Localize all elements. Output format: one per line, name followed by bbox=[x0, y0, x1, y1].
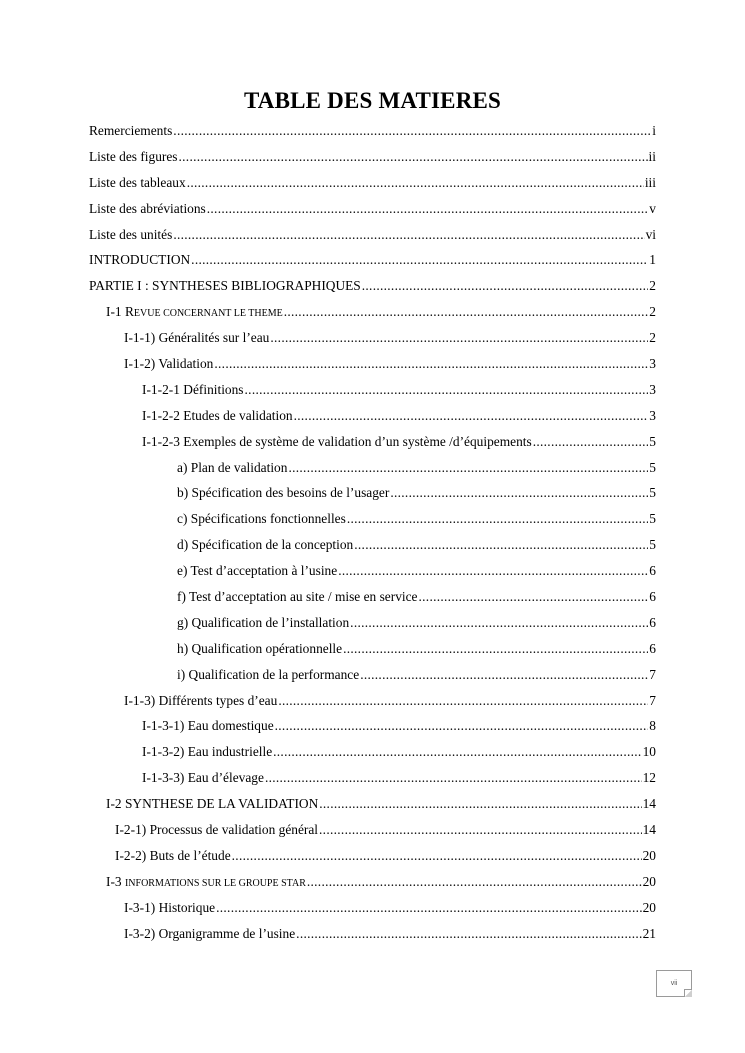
toc-entry-page: 2 bbox=[649, 278, 656, 294]
toc-entry-label-rest: EVUE CONCERNANT LE THEME bbox=[133, 308, 283, 320]
toc-entry-label: Liste des abréviations bbox=[89, 200, 206, 216]
toc-entry-label: I-1-2-2 Etudes de validation bbox=[142, 407, 293, 423]
toc-entry-page: 6 bbox=[649, 563, 656, 579]
toc-entry-label: Liste des tableaux bbox=[89, 174, 186, 190]
toc-entry-page: 14 bbox=[642, 796, 656, 812]
toc-entry-label: f) Test d’acceptation au site / mise en service bbox=[177, 589, 418, 605]
toc-entry-label: I-2-1) Processus de validation général bbox=[115, 822, 319, 838]
toc-leader-dots bbox=[288, 455, 648, 481]
toc-entry[interactable] bbox=[89, 713, 656, 739]
toc-entry-page: 6 bbox=[649, 640, 656, 656]
page-title: TABLE DES MATIERES bbox=[243, 88, 502, 113]
toc-entry-label: I-1-3) Différents types d’eau bbox=[124, 692, 278, 708]
table-of-contents bbox=[89, 118, 656, 947]
toc-entry-label: Liste des figures bbox=[89, 148, 178, 164]
toc-entry[interactable] bbox=[89, 325, 656, 351]
toc-entry-label: i) Qualification de la performance bbox=[177, 666, 360, 682]
toc-entry[interactable] bbox=[89, 429, 656, 455]
toc-entry-label-prefix: I-3 bbox=[106, 873, 125, 889]
toc-entry-page: 7 bbox=[649, 692, 656, 708]
toc-entry[interactable] bbox=[89, 921, 656, 947]
toc-entry-label: I-3-1) Historique bbox=[124, 899, 216, 915]
toc-entry[interactable] bbox=[89, 688, 656, 714]
toc-leader-dots bbox=[338, 558, 648, 584]
toc-entry[interactable] bbox=[89, 247, 656, 273]
toc-entry-label: I-1-2-3 Exemples de système de validation d’un système /d’équipements bbox=[142, 433, 532, 449]
page-number-badge bbox=[656, 970, 692, 997]
toc-leader-dots bbox=[362, 273, 649, 299]
toc-leader-dots bbox=[214, 351, 648, 377]
toc-entry-page: 2 bbox=[649, 304, 656, 320]
toc-entry[interactable] bbox=[89, 299, 656, 325]
toc-entry-page: i bbox=[652, 123, 656, 138]
toc-entry-page: 5 bbox=[649, 485, 656, 501]
toc-entry[interactable] bbox=[89, 351, 656, 377]
toc-entry[interactable] bbox=[89, 817, 656, 843]
toc-leader-dots bbox=[245, 377, 649, 403]
toc-entry[interactable] bbox=[89, 222, 656, 248]
toc-entry-label: I-2-2) Buts de l’étude bbox=[115, 847, 231, 863]
toc-entry-page: 2 bbox=[649, 330, 656, 346]
toc-entry-page: 6 bbox=[649, 614, 656, 630]
toc-entry[interactable] bbox=[89, 869, 656, 895]
toc-entry-page: 14 bbox=[642, 822, 656, 838]
toc-leader-dots bbox=[319, 791, 641, 817]
toc-entry[interactable] bbox=[89, 895, 656, 921]
toc-entry-label: g) Qualification de l’installation bbox=[177, 614, 350, 630]
toc-leader-dots bbox=[173, 222, 644, 248]
toc-entry-page: 7 bbox=[649, 666, 656, 682]
toc-entry[interactable] bbox=[89, 506, 656, 532]
toc-entry-page: vi bbox=[645, 226, 656, 242]
toc-leader-dots bbox=[270, 325, 648, 351]
toc-entry-page: 21 bbox=[642, 925, 656, 941]
toc-entry-label: a) Plan de validation bbox=[177, 459, 288, 475]
toc-entry-page: 20 bbox=[642, 847, 656, 863]
toc-entry-page: 10 bbox=[642, 744, 656, 760]
toc-entry[interactable] bbox=[89, 455, 656, 481]
toc-entry-page: 3 bbox=[649, 381, 656, 397]
toc-entry-label: I-1-3-2) Eau industrielle bbox=[142, 744, 273, 760]
toc-entry-label: I-1-1) Généralités sur l’eau bbox=[124, 330, 270, 346]
page-number-label: vii bbox=[670, 980, 678, 987]
toc-entry[interactable] bbox=[89, 662, 656, 688]
toc-entry-label: I-1-2) Validation bbox=[124, 356, 214, 372]
toc-entry-page: 8 bbox=[649, 718, 656, 734]
toc-leader-dots bbox=[275, 713, 649, 739]
toc-leader-dots bbox=[307, 869, 642, 895]
toc-entry[interactable] bbox=[89, 273, 656, 299]
toc-entry-page: 3 bbox=[649, 356, 656, 372]
toc-leader-dots bbox=[273, 739, 641, 765]
toc-entry-label: I-3-2) Organigramme de l’usine bbox=[124, 925, 296, 941]
toc-entry-label: e) Test d’acceptation à l’usine bbox=[177, 563, 338, 579]
toc-leader-dots bbox=[354, 532, 648, 558]
toc-leader-dots bbox=[284, 299, 649, 325]
toc-leader-dots bbox=[343, 636, 648, 662]
toc-entry[interactable] bbox=[89, 118, 656, 144]
toc-entry[interactable] bbox=[89, 636, 656, 662]
toc-entry[interactable] bbox=[89, 610, 656, 636]
toc-entry-page: v bbox=[649, 200, 656, 216]
toc-entry-label-prefix: I-1 R bbox=[106, 304, 134, 320]
toc-leader-dots bbox=[265, 765, 642, 791]
toc-entry-label: I-1-3-3) Eau d’élevage bbox=[142, 770, 264, 786]
toc-entry-page: 6 bbox=[649, 589, 656, 605]
toc-entry-label: h) Qualification opérationnelle bbox=[177, 640, 343, 656]
toc-entry[interactable] bbox=[89, 403, 656, 429]
toc-entry[interactable] bbox=[89, 170, 656, 196]
toc-entry-label: c) Spécifications fonctionnelles bbox=[177, 511, 346, 527]
toc-entry[interactable] bbox=[89, 377, 656, 403]
toc-entry[interactable] bbox=[89, 196, 656, 222]
toc-entry-page: 5 bbox=[649, 511, 656, 527]
toc-entry-page: 1 bbox=[649, 252, 656, 268]
toc-entry-label: Liste des unités bbox=[89, 226, 173, 242]
toc-entry-page: 5 bbox=[649, 433, 656, 449]
toc-leader-dots bbox=[173, 118, 651, 144]
toc-entry[interactable] bbox=[89, 480, 656, 506]
toc-entry-label bbox=[106, 299, 283, 327]
toc-leader-dots bbox=[360, 662, 648, 688]
toc-leader-dots bbox=[347, 506, 648, 532]
toc-entry[interactable] bbox=[89, 791, 656, 817]
toc-entry[interactable] bbox=[89, 843, 656, 869]
toc-entry[interactable] bbox=[89, 144, 656, 170]
toc-entry-label-rest: INFORMATIONS SUR LE GROUPE STAR bbox=[124, 877, 306, 889]
toc-entry-page: iii bbox=[644, 174, 656, 190]
toc-leader-dots bbox=[207, 196, 649, 222]
toc-leader-dots bbox=[319, 817, 642, 843]
toc-entry-label: b) Spécification des besoins de l’usager bbox=[177, 485, 390, 501]
toc-leader-dots bbox=[187, 170, 644, 196]
toc-leader-dots bbox=[419, 584, 649, 610]
toc-entry[interactable] bbox=[89, 584, 656, 610]
toc-entry-page: 12 bbox=[642, 770, 656, 786]
toc-leader-dots bbox=[278, 688, 648, 714]
toc-leader-dots bbox=[533, 429, 649, 455]
toc-entry[interactable] bbox=[89, 739, 656, 765]
toc-entry-label: I-1-3-1) Eau domestique bbox=[142, 718, 274, 734]
toc-entry-label: I-1-2-1 Définitions bbox=[142, 381, 244, 397]
toc-leader-dots bbox=[232, 843, 642, 869]
toc-leader-dots bbox=[350, 610, 648, 636]
toc-leader-dots bbox=[216, 895, 642, 921]
toc-leader-dots bbox=[296, 921, 641, 947]
page-fold-icon bbox=[684, 989, 692, 997]
toc-entry[interactable] bbox=[89, 765, 656, 791]
toc-entry-page: 5 bbox=[649, 537, 656, 553]
toc-leader-dots bbox=[191, 247, 648, 273]
toc-entry-label bbox=[106, 869, 306, 897]
toc-entry[interactable] bbox=[89, 532, 656, 558]
toc-entry-label: INTRODUCTION bbox=[89, 252, 191, 268]
toc-entry[interactable] bbox=[89, 558, 656, 584]
toc-entry-label: Remerciements bbox=[89, 123, 173, 138]
toc-entry-label: I-2 SYNTHESE DE LA VALIDATION bbox=[106, 796, 319, 812]
toc-entry-label: d) Spécification de la conception bbox=[177, 537, 354, 553]
toc-entry-page: 20 bbox=[642, 899, 656, 915]
toc-leader-dots bbox=[294, 403, 649, 429]
toc-entry-page: 5 bbox=[649, 459, 656, 475]
toc-entry-page: ii bbox=[648, 148, 656, 164]
toc-leader-dots bbox=[179, 144, 648, 170]
toc-entry-page: 20 bbox=[642, 873, 656, 889]
toc-leader-dots bbox=[390, 480, 648, 506]
toc-entry-page: 3 bbox=[649, 407, 656, 423]
toc-entry-label: PARTIE I : SYNTHESES BIBLIOGRAPHIQUES bbox=[89, 278, 361, 294]
